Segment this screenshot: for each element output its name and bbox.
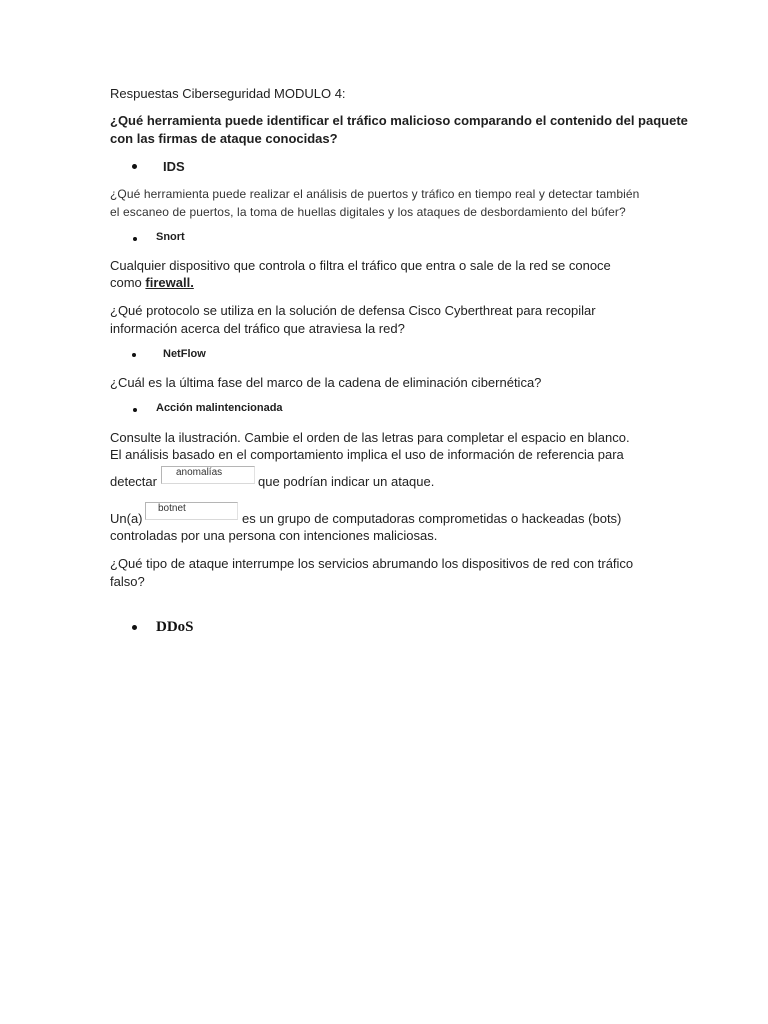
answer-8: DDoS [156,619,194,635]
bullet-icon [132,353,136,357]
answer-6-field[interactable]: anomalías [161,466,255,484]
answer-4: NetFlow [163,348,206,360]
answer-1: IDS [163,159,185,174]
question-3-line-2 [110,274,194,292]
question-1-line-1: ¿Qué herramienta puede identificar el tráfico malicioso comparando el contenido del paquete [110,113,688,128]
answer-3: firewall. [145,275,194,290]
question-1-line-2: con las firmas de ataque conocidas? [110,131,338,146]
question-7-line-2: controladas por una persona con intenciones maliciosas. [110,528,438,543]
question-2-line-1: ¿Qué herramienta puede realizar el análisis de puertos y tráfico en tiempo real y detectar también [110,187,640,201]
question-3-prefix: como [110,275,146,290]
question-4-line-1: ¿Qué protocolo se utiliza en la solución de defensa Cisco Cyberthreat para recopilar [110,303,596,318]
answer-2: Snort [156,231,185,243]
question-6-suffix: que podrían indicar un ataque. [258,474,435,489]
question-6-line-2: El análisis basado en el comportamiento implica el uso de información de referencia para [110,447,624,462]
question-7-suffix: es un grupo de computadoras comprometidas o hackeadas (bots) [242,511,622,526]
question-2-line-2: el escaneo de puertos, la toma de huellas digitales y los ataques de desbordamiento del búfer? [110,205,626,219]
question-8-line-1: ¿Qué tipo de ataque interrumpe los servicios abrumando los dispositivos de red con tráfico [110,556,634,571]
question-7-prefix: Un(a) [110,511,143,526]
document-title: Respuestas Ciberseguridad MODULO 4: [110,86,346,101]
bullet-icon [133,237,137,241]
question-6-line-1: Consulte la ilustración. Cambie el orden de las letras para completar el espacio en blanco. [110,430,630,445]
question-4-line-2: información acerca del tráfico que atraviesa la red? [110,321,405,336]
bullet-icon [133,408,137,412]
question-8-line-2: falso? [110,574,145,589]
bullet-icon [132,164,137,169]
question-5-line-1: ¿Cuál es la última fase del marco de la cadena de eliminación cibernética? [110,375,542,390]
answer-7-field[interactable]: botnet [145,502,238,520]
answer-5: Acción malintencionada [156,402,283,414]
question-6-prefix: detectar [110,474,157,489]
bullet-icon [132,625,137,630]
question-3-line-1: Cualquier dispositivo que controla o filtra el tráfico que entra o sale de la red se conoce [110,258,611,273]
